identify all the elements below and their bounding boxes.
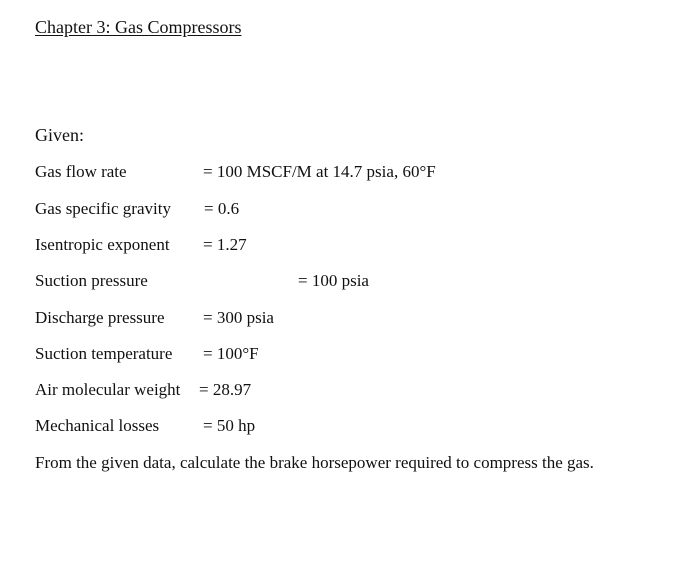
air-molecular-weight-label: Air molecular weight	[35, 380, 181, 399]
isentropic-exponent-label: Isentropic exponent	[35, 235, 170, 254]
air-molecular-weight-value: = 28.97	[199, 380, 252, 399]
given-heading: Given:	[35, 125, 84, 145]
suction-pressure-value: = 100 psia	[298, 271, 369, 290]
suction-temperature-value: = 100°F	[203, 344, 259, 363]
gas-flow-rate-value: = 100 MSCF/M at 14.7 psia, 60°F	[203, 162, 436, 181]
gas-specific-gravity-value: = 0.6	[204, 199, 240, 218]
suction-temperature-label: Suction temperature	[35, 344, 173, 363]
page-title: Chapter 3: Gas Compressors	[35, 17, 242, 37]
gas-flow-rate-label: Gas flow rate	[35, 162, 127, 181]
discharge-pressure-label: Discharge pressure	[35, 308, 165, 327]
mechanical-losses-value: = 50 hp	[203, 416, 256, 435]
discharge-pressure-value: = 300 psia	[203, 308, 274, 327]
gas-specific-gravity-label: Gas specific gravity	[35, 199, 171, 218]
question-text: From the given data, calculate the brake horsepower required to compress the gas.	[35, 453, 594, 472]
mechanical-losses-label: Mechanical losses	[35, 416, 160, 435]
isentropic-exponent-value: = 1.27	[203, 235, 247, 254]
suction-pressure-label: Suction pressure	[35, 271, 148, 290]
